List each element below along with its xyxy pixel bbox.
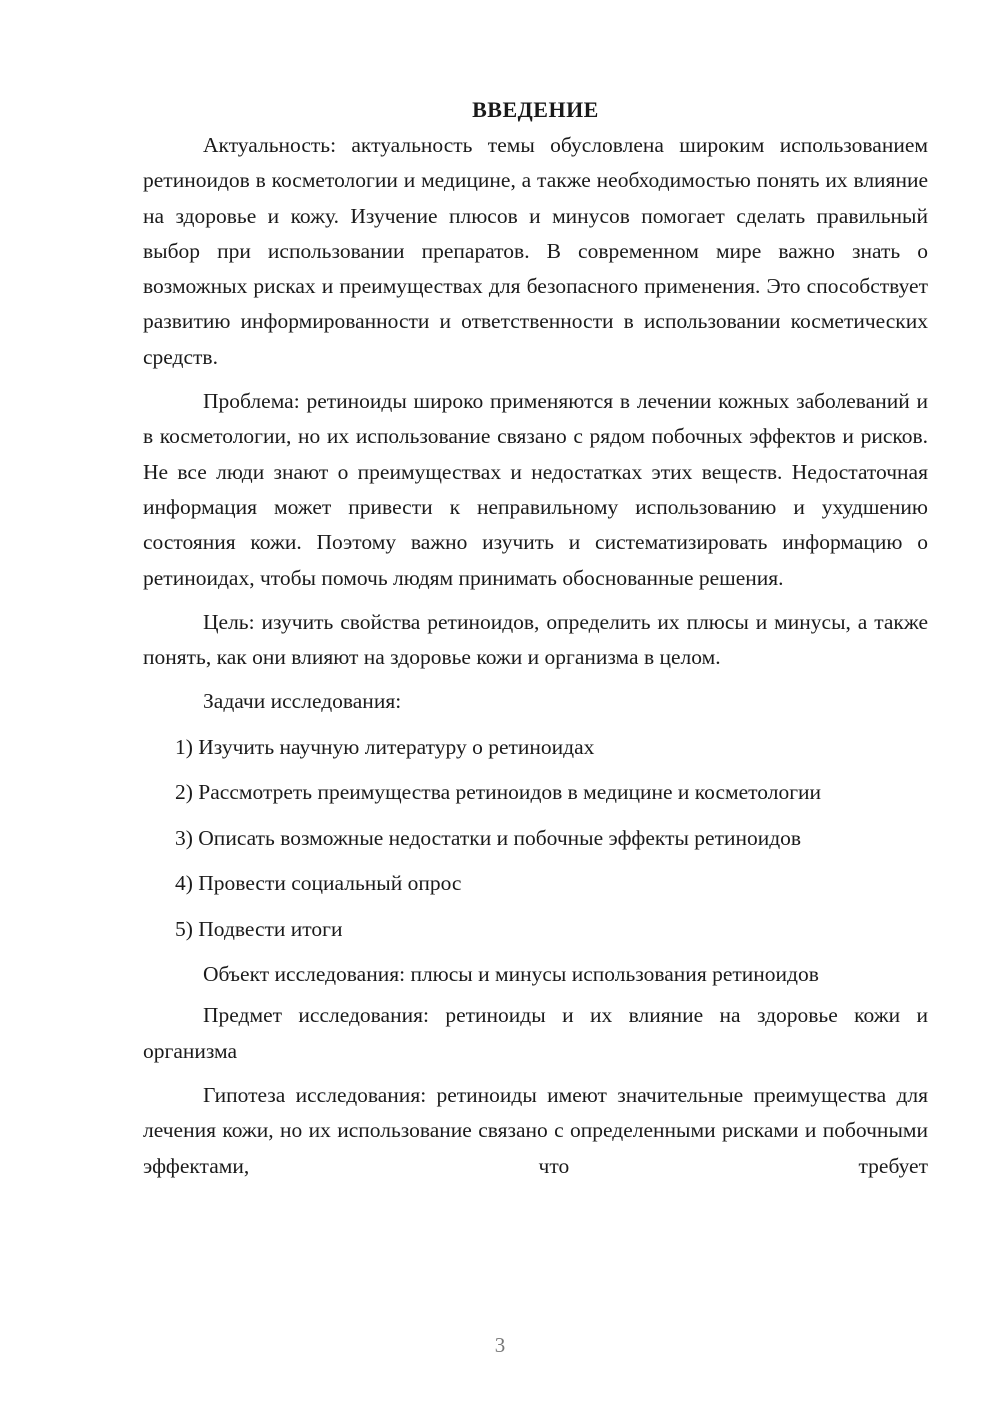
task-item: 1) Изучить научную литературу о ретиноидах xyxy=(175,734,595,759)
document-page xyxy=(143,92,928,1322)
problem-paragraph: Проблема: ретиноиды широко применяются в лечении кожных заболеваний и в косметологии, но их использование связано с рядом побочных эффектов и рисков. Не все люди знают о преимуществах и недостатках этих веществ. Недостаточная информация может привести к неправильному использованию и ухудшению состояния кожи. Поэтому важно изучить и систематизировать информацию о ретиноидах, чтобы помочь людям принимать обоснованные решения. xyxy=(143,389,928,590)
relevance-paragraph: Актуальность: актуальность темы обусловлена широким использованием ретиноидов в косметологии и медицине, а также необходимостью понять их влияние на здоровье и кожу. Изучение плюсов и минусов помогает сделать правильный выбор при использовании препаратов. В современном мире важно знать о возможных рисках и преимуществах для безопасного применения. Это способствует развитию информированности и ответственности в использовании косметических средств. xyxy=(143,133,928,369)
subject-paragraph: Предмет исследования: ретиноиды и их влияние на здоровье кожи и организма xyxy=(143,1003,928,1063)
page-title: ВВЕДЕНИЕ xyxy=(472,97,599,122)
task-item: 5) Подвести итоги xyxy=(175,916,343,941)
tasks-heading: Задачи исследования: xyxy=(203,689,402,714)
task-item: 4) Провести социальный опрос xyxy=(175,871,462,896)
object-paragraph: Объект исследования: плюсы и минусы использования ретиноидов xyxy=(203,962,819,987)
page-number: 3 xyxy=(494,1333,506,1357)
goal-paragraph: Цель: изучить свойства ретиноидов, определить их плюсы и минусы, а также понять, как они влияют на здоровье кожи и организма в целом. xyxy=(143,609,928,670)
task-item: 3) Описать возможные недостатки и побочные эффекты ретиноидов xyxy=(175,825,802,850)
hypothesis-paragraph: Гипотеза исследования: ретиноиды имеют значительные преимущества для лечения кожи, но их использование связано с определенными рисками и побочными эффектами, что требует xyxy=(143,1083,928,1178)
task-item: 2) Рассмотреть преимущества ретиноидов в медицине и косметологии xyxy=(175,780,822,805)
tasks-list xyxy=(143,730,928,947)
